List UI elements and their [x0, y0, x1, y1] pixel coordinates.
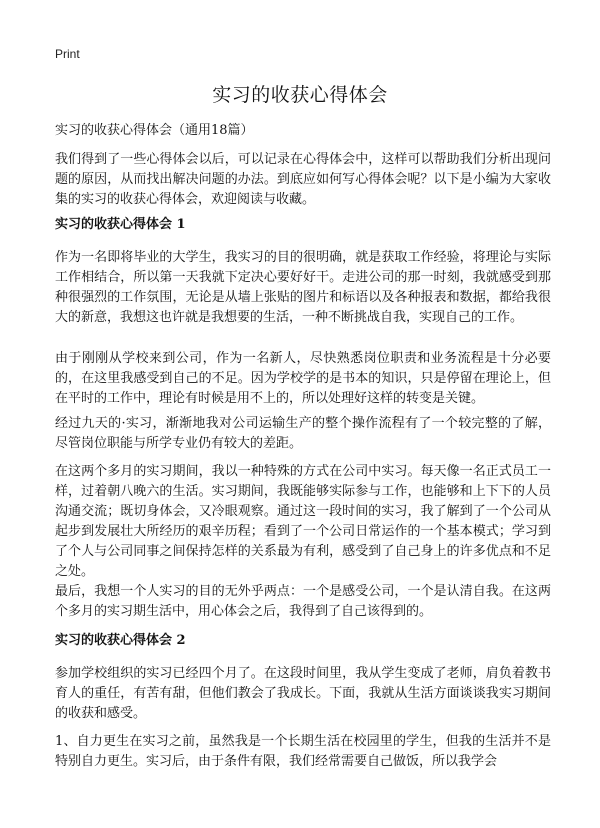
section2-paragraph-1: 参加学校组织的实习已经四个月了。在这段时间里，我从学生变成了老师，肩负着教书育人的重任，有苦有甜，但他们教会了我成长。下面，我就从生活方面谈谈我实习期间的收获和感受。 [55, 666, 551, 721]
section1-paragraph-3: 经过九天的·实习，渐渐地我对公司运输生产的整个操作流程有了一个较完整的了解，尽管岗位职能与所学专业仍有较大的差距。 [55, 416, 551, 451]
section1-paragraph-4: 在这两个多月的实习期间，我以一种特殊的方式在公司中实习。每天像一名正式员工一样，过着朝八晚六的生活。实习期间，我既能够实际参与工作，也能够和上下下的人员沟通交流；既切身体会，又冷眼观察。通过这一段时间的实习，我了解到了一个公司从起步到发展壮大所经历的艰辛历程；看到了一个公司日常运作的一个基本模式；学习到了个人与公司同事之间保持怎样的关系最为有利，感受到了自己身上的许多优点和不足之处。 [55, 464, 551, 579]
section1-paragraph-5: 最后，我想一个人实习的目的无外乎两点：一个是感受公司，一个是认清自我。在这两个多月的实习期生活中，用心体会之后，我得到了自己该得到的。 [55, 584, 551, 619]
page-title: 实习的收获心得体会 [212, 84, 388, 106]
intro-paragraph: 我们得到了一些心得体会以后，可以记录在心得体会中，这样可以帮助我们分析出现问题的原因，从而找出解决问题的办法。到底应如何写心得体会呢？以下是小编为大家收集的实习的收获心得体会，欢迎阅读与收藏。 [55, 152, 551, 207]
section1-paragraph-2: 由于刚刚从学校来到公司，作为一名新人，尽快熟悉岗位职责和业务流程是十分必要的，在这里我感受到自己的不足。因为学校学的是书本的知识，只是停留在理论上，但在平时的工作中，理论有时候是用不上的，所以处理好这样的转变是关键。 [55, 351, 551, 406]
print-link[interactable]: Print [55, 47, 80, 61]
document-subtitle: 实习的收获心得体会（通用18篇） [55, 123, 254, 138]
section-heading-1: 实习的收获心得体会 1 [55, 217, 186, 232]
section-heading-2: 实习的收获心得体会 2 [55, 633, 186, 648]
section2-paragraph-2: 1、自力更生在实习之前，虽然我是一个长期生活在校园里的学生，但我的生活并不是特别自力更生。实习后，由于条件有限，我们经常需要自己做饭，所以我学会 [55, 734, 551, 769]
section1-paragraph-1: 作为一名即将毕业的大学生，我实习的目的很明确，就是获取工作经验，将理论与实际工作相结合，所以第一天我就下定决心要好好干。走进公司的那一时刻，我就感受到那种很强烈的工作氛围，无论是从墙上张贴的图片和标语以及各种报表和数据，都给我很大的新意，我想这也许就是我想要的生活，一种不断挑战自我，实现自己的工作。 [55, 250, 551, 325]
